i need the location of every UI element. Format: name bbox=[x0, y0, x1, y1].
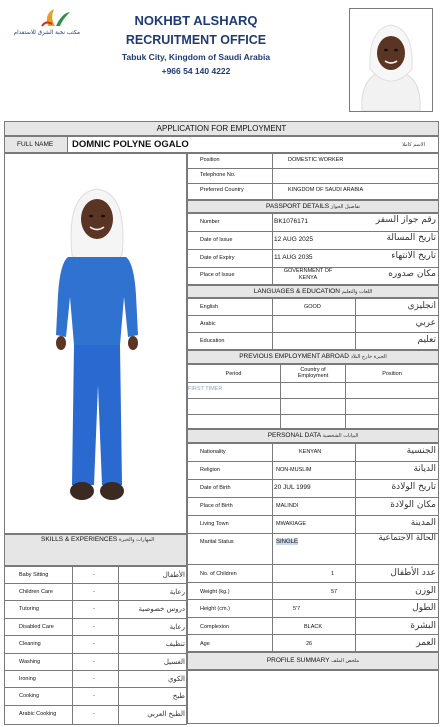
full-name-row bbox=[4, 136, 439, 153]
first-timer-text: FIRST TIMER bbox=[188, 386, 223, 392]
skill-ar: الكوي bbox=[167, 675, 185, 683]
skills-section-header: SKILLS & EXPERIENCES المهارات والخبرة bbox=[4, 534, 187, 566]
marital-status-label: Marital Status bbox=[200, 539, 234, 545]
date-of-expiry-label: Date of Expiry bbox=[200, 255, 235, 261]
company-logo bbox=[13, 6, 80, 42]
place-of-birth-label: Place of Birth bbox=[200, 503, 233, 509]
skill-label: Ironing bbox=[19, 676, 36, 682]
age-value: 26 bbox=[306, 641, 313, 647]
row-divider bbox=[4, 600, 187, 601]
date-of-issue-value: 12 AUG 2025 bbox=[274, 236, 314, 243]
religion-ar: الديانة bbox=[413, 464, 436, 474]
age-label: Age bbox=[200, 641, 210, 647]
age-ar: العمر bbox=[416, 638, 436, 648]
skill-value: - bbox=[93, 606, 95, 612]
arabic-label: Arabic bbox=[200, 321, 216, 327]
skill-label: Tutoring bbox=[19, 606, 39, 612]
date-of-expiry-value: 11 AUG 2035 bbox=[274, 254, 313, 261]
height-ar: الطول bbox=[412, 603, 436, 613]
row-divider bbox=[4, 670, 187, 671]
place-of-birth-value: MALINDI bbox=[276, 503, 299, 509]
nationality-ar: الجنسية bbox=[406, 446, 436, 456]
date-of-expiry-ar: تاريخ الانتهاء bbox=[391, 251, 436, 261]
full-body-photo bbox=[52, 185, 142, 510]
skill-ar: الطبخ العربي bbox=[147, 710, 185, 718]
form-title-text: APPLICATION FOR EMPLOYMENT bbox=[156, 124, 287, 133]
skill-value: - bbox=[93, 589, 95, 595]
weight-label: Weight (kg.) bbox=[200, 589, 230, 595]
skill-label: Children Care bbox=[19, 589, 53, 595]
profile-summary-header: PROFILE SUMMARY ملخص الملف bbox=[187, 652, 439, 670]
complexion-label: Complexion bbox=[200, 624, 230, 630]
telephone-label: Telephone No. bbox=[200, 172, 236, 178]
preferred-country-value: KINGDOM OF SAUDI ARABIA bbox=[288, 187, 364, 193]
passport-section-header: PASSPORT DETAILS تفاصيل الجواز bbox=[187, 200, 439, 213]
weight-value: 57 bbox=[331, 589, 338, 595]
col-country: Country of Employment bbox=[297, 367, 329, 380]
skill-value: - bbox=[93, 711, 95, 717]
row-divider bbox=[4, 583, 187, 584]
row-divider bbox=[187, 564, 439, 565]
skill-value: - bbox=[93, 624, 95, 630]
skill-ar: الأطفال bbox=[162, 571, 185, 579]
skill-ar: رعاية bbox=[169, 588, 185, 596]
education-ar: تعليم bbox=[417, 335, 436, 345]
skill-label: Washing bbox=[19, 659, 41, 665]
position-label: Position bbox=[200, 157, 220, 163]
english-value: GOOD bbox=[304, 304, 321, 310]
arabic-ar: عربي bbox=[415, 318, 436, 328]
dob-ar: تاريخ الولادة bbox=[391, 482, 436, 492]
nationality-value: KENYAN bbox=[299, 449, 322, 455]
complexion-ar: البشرة bbox=[410, 621, 436, 631]
full-name-value: DOMNIC POLYNE OGALO bbox=[72, 139, 189, 150]
skill-ar: دروس خصوصية bbox=[138, 605, 185, 613]
nationality-label: Nationality bbox=[200, 449, 226, 455]
profile-summary-body bbox=[187, 670, 439, 724]
living-town-value: MWAKIAGE bbox=[276, 521, 307, 527]
passport-number-ar: رقم جواز السفر bbox=[375, 215, 436, 225]
row-divider bbox=[187, 599, 439, 600]
company-address: Tabuk City, Kingdom of Saudi Arabia bbox=[121, 52, 271, 62]
complexion-value: BLACK bbox=[304, 624, 323, 630]
row-divider bbox=[4, 635, 187, 636]
office-name: RECRUITMENT OFFICE bbox=[125, 33, 267, 47]
skill-ar: رعاية bbox=[169, 623, 185, 631]
religion-label: Religion bbox=[200, 467, 220, 473]
passport-number-value: BK1076171 bbox=[274, 218, 308, 225]
row-divider bbox=[4, 653, 187, 654]
children-label: No. of Children bbox=[200, 571, 237, 577]
row-divider bbox=[4, 687, 187, 688]
company-name: NOKHBT ALSHARQ bbox=[134, 13, 258, 28]
skill-value: - bbox=[93, 641, 95, 647]
full-name-label: FULL NAME bbox=[17, 141, 54, 148]
col-period: Period bbox=[225, 371, 242, 377]
living-town-ar: المدينة bbox=[410, 518, 436, 528]
children-value: 1 bbox=[331, 571, 335, 577]
marital-status-ar: الحالة الاجتماعية bbox=[378, 533, 436, 543]
skill-ar: تنظيف bbox=[165, 640, 185, 648]
skill-label: Cleaning bbox=[19, 641, 41, 647]
dob-value: 20 JUL 1999 bbox=[274, 484, 311, 491]
english-label: English bbox=[200, 304, 219, 310]
languages-section-header: LANGUAGES & EDUCATION اللغات والتعليم bbox=[187, 285, 439, 298]
weight-ar: الوزن bbox=[415, 586, 436, 596]
education-label: Education bbox=[200, 338, 225, 344]
place-of-issue-label: Place of Issue bbox=[200, 272, 235, 278]
religion-value: NON-MUSLIM bbox=[276, 467, 312, 473]
skill-value: - bbox=[93, 693, 95, 699]
date-of-issue-ar: تاريخ المسالة bbox=[386, 233, 436, 243]
passport-photo bbox=[349, 8, 433, 112]
skill-label: Cooking bbox=[19, 693, 40, 699]
row-divider bbox=[187, 461, 439, 462]
preferred-country-label: Preferred Country bbox=[200, 187, 244, 193]
date-of-issue-label: Date of Issue bbox=[200, 237, 233, 243]
logo-text: مكتب نخبة الشرق للاستقدام bbox=[13, 30, 80, 36]
height-value: 5'7 bbox=[293, 606, 301, 612]
children-ar: عدد الأطفال bbox=[390, 568, 436, 578]
living-town-label: Living Town bbox=[200, 521, 229, 527]
row-divider bbox=[187, 497, 439, 498]
row-divider bbox=[187, 515, 439, 516]
skill-label: Baby Sitting bbox=[19, 572, 49, 578]
position-value: DOMESTIC WORKER bbox=[288, 157, 344, 163]
place-of-issue-ar: مكان صدوره bbox=[388, 269, 436, 279]
company-phone: +966 54 140 4222 bbox=[161, 66, 231, 76]
skill-ar: الغسيل bbox=[163, 658, 185, 666]
personal-data-header: PERSONAL DATA البيانات الشخصية bbox=[187, 429, 439, 443]
row-divider bbox=[4, 618, 187, 619]
previous-employment-header: PREVIOUS EMPLOYMENT ABROAD الخبرة خارج البلاد bbox=[187, 350, 439, 364]
place-of-birth-ar: مكان الولادة bbox=[390, 500, 436, 510]
skill-ar: طبخ bbox=[172, 692, 185, 700]
skill-label: Disabled Care bbox=[19, 624, 54, 630]
skill-value: - bbox=[93, 572, 95, 578]
col-position: Position bbox=[382, 371, 402, 377]
place-of-issue-value: GOVERNMENT OF KENYA bbox=[283, 268, 333, 281]
row-divider bbox=[187, 634, 439, 635]
skill-label: Arabic Cooking bbox=[19, 711, 57, 717]
full-name-ar: الاسم كاملا bbox=[402, 142, 425, 148]
skill-value: - bbox=[93, 659, 95, 665]
dob-label: Date of Birth bbox=[200, 485, 231, 491]
row-divider bbox=[187, 617, 439, 618]
row-divider bbox=[187, 479, 439, 480]
marital-status-value: SINGLE bbox=[276, 539, 299, 545]
english-ar: انجليزي bbox=[407, 301, 436, 311]
skill-value: - bbox=[93, 676, 95, 682]
row-divider bbox=[4, 705, 187, 706]
passport-number-label: Number bbox=[200, 219, 220, 225]
height-label: Height (cm.) bbox=[200, 606, 230, 612]
row-divider bbox=[187, 582, 439, 583]
